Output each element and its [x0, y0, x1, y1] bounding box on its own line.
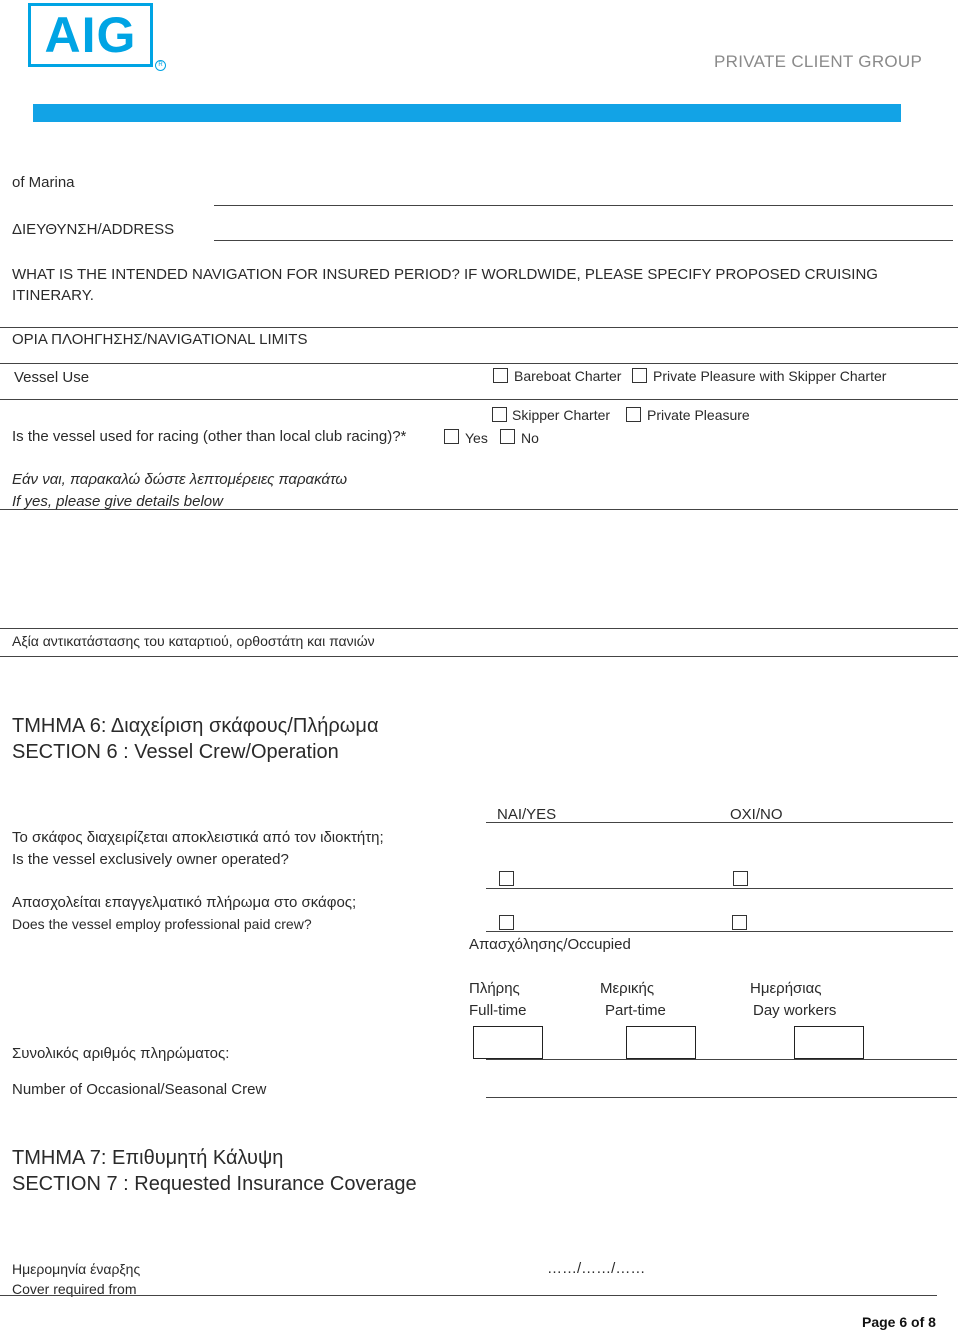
- total-crew-label: Συνολικός αριθμός πληρώματος:: [12, 1045, 230, 1062]
- section7-title-greek: ΤΜΗΜΑ 7: Επιθυμητή Κάλυψη: [12, 1147, 284, 1169]
- replacement-line[interactable]: [0, 656, 958, 657]
- no-column-header: ΟΧΙ/NO: [730, 806, 783, 823]
- day-workers-input[interactable]: [794, 1026, 864, 1059]
- part-time-label-english: Part-time: [605, 1002, 666, 1019]
- seasonal-crew-line[interactable]: [486, 1097, 957, 1098]
- full-time-input[interactable]: [473, 1026, 543, 1059]
- replacement-top-line: [0, 628, 958, 629]
- owner-operated-question-greek: Το σκάφος διαχειρίζεται αποκλειστικά από τον ιδιοκτήτη;: [12, 829, 384, 846]
- racing-no-checkbox[interactable]: [500, 429, 515, 444]
- private-pleasure-checkbox[interactable]: [626, 407, 641, 422]
- navigation-question: WHAT IS THE INTENDED NAVIGATION FOR INSURED PERIOD? IF WORLDWIDE, PLEASE SPECIFY PROPOSED CRUISING: [12, 266, 878, 283]
- owner-operated-no-checkbox[interactable]: [733, 871, 748, 886]
- owner-operated-yes-checkbox[interactable]: [499, 871, 514, 886]
- cover-start-label-english: Cover required from: [12, 1281, 137, 1297]
- logo-text: AIG: [44, 7, 137, 63]
- full-time-label-english: Full-time: [469, 1002, 527, 1019]
- day-workers-label-english: Day workers: [753, 1002, 837, 1019]
- marina-line[interactable]: [214, 205, 953, 206]
- private-pleasure-label: Private Pleasure: [647, 407, 750, 423]
- details-line[interactable]: [0, 509, 958, 510]
- part-time-input[interactable]: [626, 1026, 696, 1059]
- section6-title-english: SECTION 6 : Vessel Crew/Operation: [12, 741, 339, 763]
- aig-logo: [28, 3, 153, 67]
- replacement-value-label: Αξία αντικατάστασης του καταρτιού, ορθοστάτη και πανιών: [12, 633, 375, 649]
- section6-title-greek: ΤΜΗΜΑ 6: Διαχείριση σκάφους/Πλήρωμα: [12, 715, 379, 737]
- occupied-label: Απασχόλησης/Occupied: [469, 936, 631, 953]
- address-line[interactable]: [214, 240, 953, 241]
- navigational-limits-label: ΟΡΙΑ ΠΛΟΗΓΗΣΗΣ/NAVIGATIONAL LIMITS: [12, 331, 308, 348]
- cover-start-label-greek: Ημερομηνία έναρξης: [12, 1261, 141, 1277]
- cover-start-line[interactable]: [0, 1295, 937, 1296]
- nav-limits-line[interactable]: [0, 363, 958, 364]
- racing-question: Is the vessel used for racing (other than local club racing)?*: [12, 428, 407, 445]
- bareboat-charter-checkbox[interactable]: [493, 368, 508, 383]
- skipper-charter-checkbox[interactable]: [492, 407, 507, 422]
- private-pleasure-skipper-checkbox[interactable]: [632, 368, 647, 383]
- details-label-english: If yes, please give details below: [12, 493, 223, 510]
- registered-mark-icon: R: [155, 60, 166, 71]
- total-crew-line[interactable]: [486, 1059, 957, 1060]
- private-pleasure-skipper-label: Private Pleasure with Skipper Charter: [653, 368, 887, 384]
- navigation-line[interactable]: [0, 327, 958, 328]
- skipper-charter-label: Skipper Charter: [512, 407, 611, 423]
- owner-operated-line: [486, 888, 953, 889]
- column-header-line: [486, 822, 953, 823]
- navigation-question-cont: ITINERARY.: [12, 287, 94, 304]
- paid-crew-no-checkbox[interactable]: [732, 915, 747, 930]
- vessel-use-label: Vessel Use: [14, 369, 90, 386]
- details-label-greek: Εάν ναι, παρακαλώ δώστε λεπτομέρειες παρακάτω: [12, 471, 348, 488]
- header-bar: [33, 104, 901, 122]
- paid-crew-question-english: Does the vessel employ professional paid crew?: [12, 916, 312, 932]
- cover-start-date[interactable]: ……/……/……: [547, 1260, 646, 1277]
- page-number: Page 6 of 8: [862, 1314, 936, 1330]
- paid-crew-yes-checkbox[interactable]: [499, 915, 514, 930]
- bareboat-charter-label: Bareboat Charter: [514, 368, 622, 384]
- part-time-label-greek: Μερικής: [600, 980, 655, 997]
- address-label: ΔΙΕΥΘΥΝΣΗ/ADDRESS: [12, 221, 175, 238]
- paid-crew-question-greek: Απασχολείται επαγγελματικό πλήρωμα στο σκάφος;: [12, 894, 357, 911]
- vessel-use-line[interactable]: [0, 399, 958, 400]
- racing-no-label: No: [521, 430, 539, 446]
- racing-yes-label: Yes: [465, 430, 488, 446]
- yes-column-header: ΝΑΙ/YES: [497, 806, 557, 823]
- paid-crew-line: [486, 931, 953, 932]
- section7-title-english: SECTION 7 : Requested Insurance Coverage: [12, 1173, 417, 1195]
- group-name: PRIVATE CLIENT GROUP: [714, 52, 923, 71]
- seasonal-crew-label: Number of Occasional/Seasonal Crew: [12, 1081, 267, 1098]
- racing-yes-checkbox[interactable]: [444, 429, 459, 444]
- day-workers-label-greek: Ημερήσιας: [750, 980, 822, 997]
- full-time-label-greek: Πλήρης: [469, 980, 520, 997]
- marina-label: of Marina: [12, 174, 75, 191]
- owner-operated-question-english: Is the vessel exclusively owner operated?: [12, 851, 289, 868]
